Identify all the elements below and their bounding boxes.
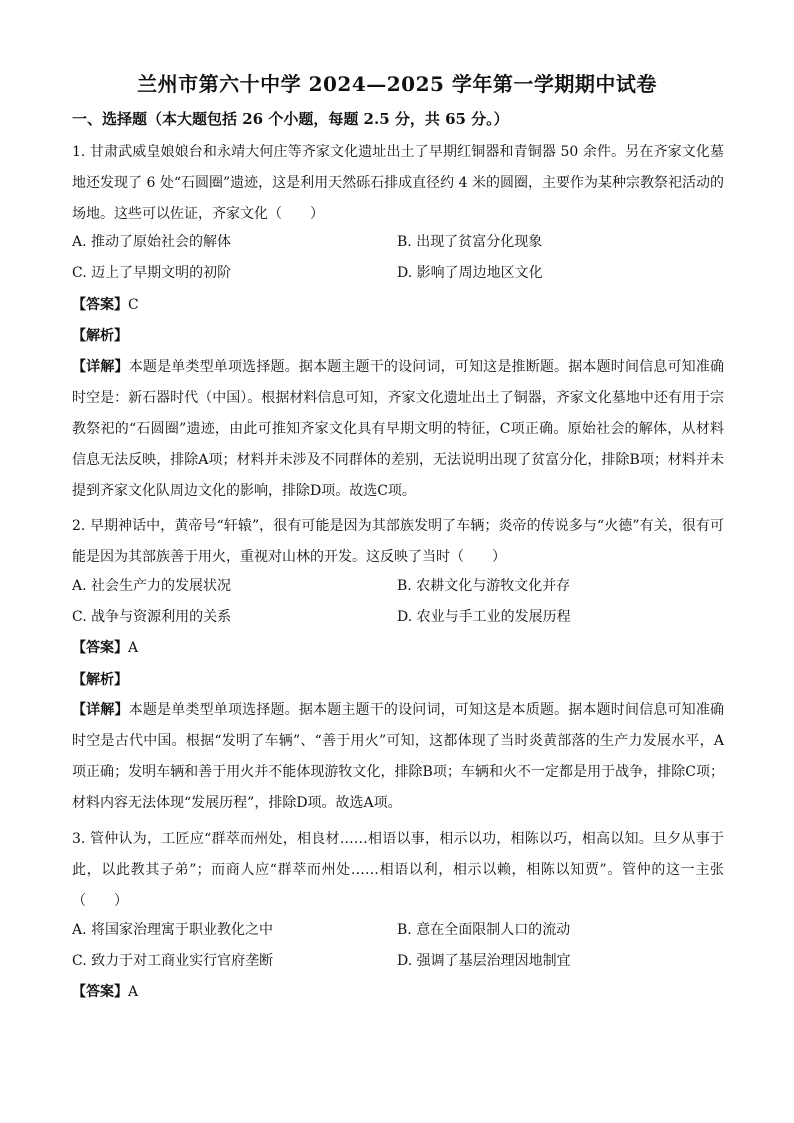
answer-value: A [128, 984, 139, 1000]
analysis-label: 【解析】 [72, 328, 128, 344]
question-3-option-a: A. 将国家治理寓于职业教化之中 [72, 922, 274, 938]
question-1-option-b: B. 出现了贫富分化现象 [397, 234, 543, 250]
question-1-option-c: C. 迈上了早期文明的初阶 [72, 265, 232, 281]
answer-value: A [128, 640, 139, 656]
question-2-option-d: D. 农业与手工业的发展历程 [397, 609, 571, 625]
question-2-analysis-label [72, 670, 128, 690]
section-heading: 一、选择题（本大题包括 26 个小题，每题 2.5 分，共 65 分。） [72, 110, 509, 128]
question-2-answer [72, 638, 138, 658]
answer-label: 【答案】 [72, 984, 128, 1000]
detail-label: 【详解】 [72, 359, 129, 375]
analysis-label: 【解析】 [72, 672, 128, 688]
question-1-detail [72, 352, 724, 507]
question-2-option-b: B. 农耕文化与游牧文化并存 [397, 578, 571, 594]
question-2-detail [72, 695, 724, 819]
question-2-option-a: A. 社会生产力的发展状况 [72, 578, 232, 594]
answer-value: C [128, 297, 139, 313]
question-3-option-d: D. 强调了基层治理因地制宜 [397, 953, 571, 969]
question-1-option-a: A. 推动了原始社会的解体 [72, 234, 232, 250]
question-1-analysis-label [72, 326, 128, 346]
answer-label: 【答案】 [72, 640, 128, 656]
page-title: 兰州市第六十中学 2024—2025 学年第一学期期中试卷 [137, 72, 657, 96]
question-2-stem: 2. 早期神话中，黄帝号“轩辕”，很有可能是因为其部族发明了车辆；炎帝的传说多与“火德”有关，很有可能是因为其部族善于用火，重视对山林的开发。这反映了当时（ ） [72, 518, 724, 565]
question-1-stem: 1. 甘肃武威皇娘娘台和永靖大何庄等齐家文化遗址出土了早期红铜器和青铜器 50 余件。另在齐家文化墓地还发现了 6 处“石圆圈”遗迹，这是利用天然砾石排成直径约 4 米的圆圈，主要作为某种宗教祭祀活动的场地。这些可以佐证，齐家文化（ ） [72, 144, 724, 222]
answer-label: 【答案】 [72, 297, 128, 313]
question-3-stem: 3. 管仲认为，工匠应“群萃而州处，相良材……相语以事，相示以功，相陈以巧，相高以知。旦夕从事于此，以此教其子弟”；而商人应“群萃而州处……相语以利，相示以赖，相陈以知贾”。管仲的这一主张（ ） [72, 831, 724, 909]
detail-text: 本题是单类型单项选择题。据本题主题干的设问词，可知这是本质题。据本题时间信息可知准确时空是古代中国。根据“发明了车辆”、“善于用火”可知，这都体现了当时炎黄部落的生产力发展水平，A项正确；发明车辆和善于用火并不能体现游牧文化，排除B项；车辆和火不一定都是用于战争，排除C项；材料内容无法体现“发展历程”，排除D项。故选A项。 [72, 702, 725, 811]
question-1-option-d: D. 影响了周边地区文化 [397, 265, 543, 281]
question-2-option-c: C. 战争与资源利用的关系 [72, 609, 232, 625]
question-3-option-b: B. 意在全面限制人口的流动 [397, 922, 571, 938]
question-3-option-c: C. 致力于对工商业实行官府垄断 [72, 953, 274, 969]
question-1-answer [72, 295, 139, 315]
detail-label: 【详解】 [72, 702, 129, 718]
detail-text: 本题是单类型单项选择题。据本题主题干的设问词，可知这是推断题。据本题时间信息可知准确时空是：新石器时代（中国）。根据材料信息可知，齐家文化遗址出土了铜器，齐家文化墓地中还有用于宗教祭祀的“石圆圈”遗迹，由此可推知齐家文化具有早期文明的特征，C项正确。原始社会的解体，从材料信息无法反映，排除A项；材料并未涉及不同群体的差别，无法说明出现了贫富分化，排除B项；材料并未提到齐家文化队周边文化的影响，排除D项。故选C项。 [72, 359, 725, 499]
question-3-answer [72, 982, 138, 1002]
